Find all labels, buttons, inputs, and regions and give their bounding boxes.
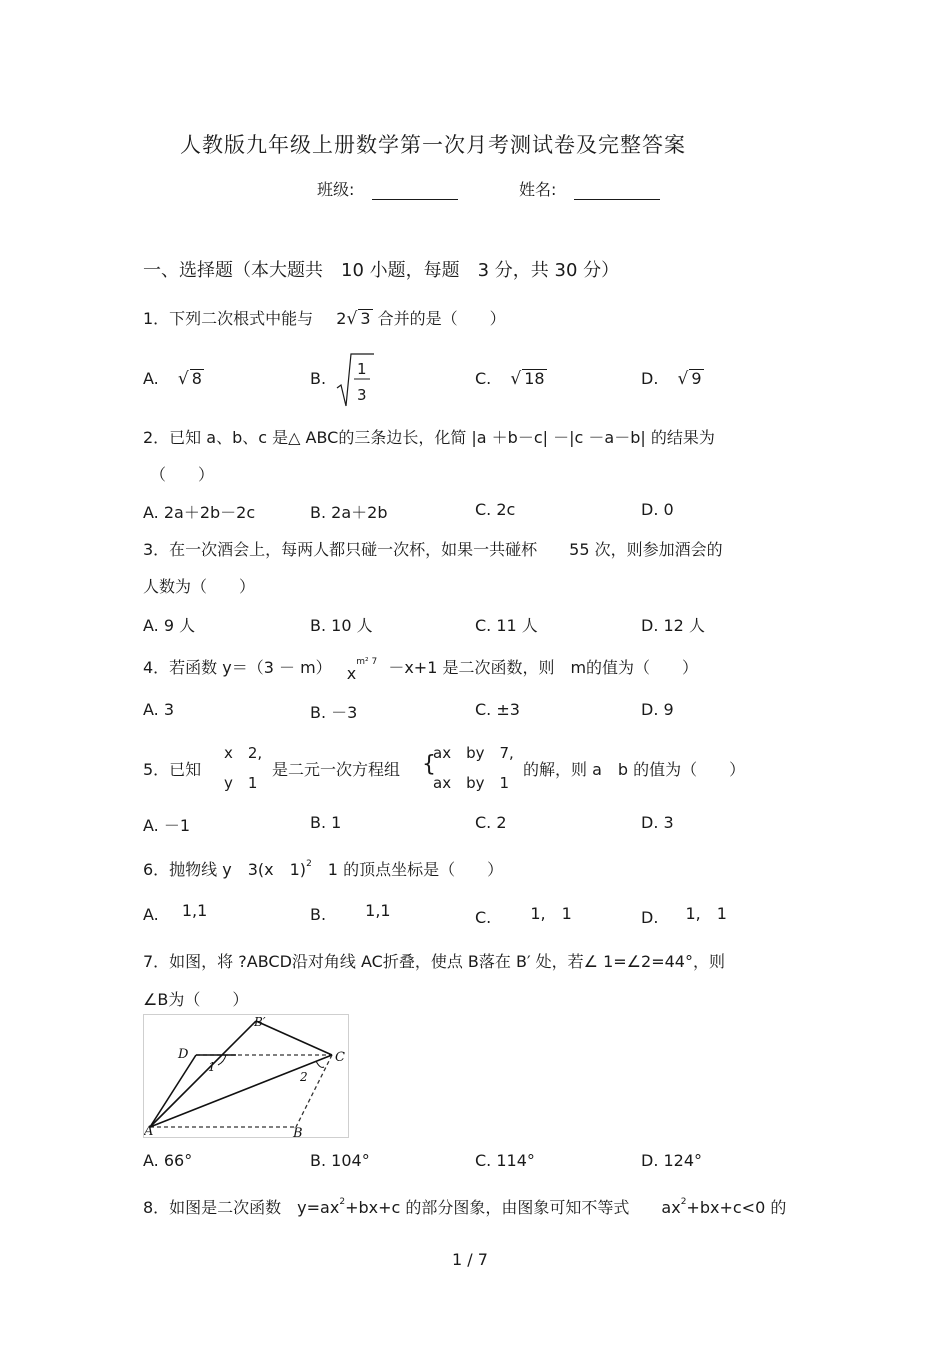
- question-8-exponent: 2: [680, 1197, 687, 1207]
- question-2-line1: 2．已知 a、b、c 是△ ABC的三条边长，化简 |a ＋b－c| －|c －a－b| 的结果为: [143, 428, 715, 447]
- radical-icon: √: [677, 369, 689, 389]
- option-label: A.: [143, 369, 159, 388]
- question-8-text: 8．如图是二次函数 y=ax: [143, 1198, 340, 1217]
- option-value: 1, 1: [530, 904, 572, 923]
- label-a: A: [144, 1124, 154, 1139]
- question-5-system1-top: x 2,: [224, 744, 263, 762]
- q7-option-c[interactable]: C. 114°: [475, 1151, 535, 1170]
- name-field: [519, 177, 660, 200]
- segment-cb: [296, 1055, 332, 1127]
- q3-option-c[interactable]: C. 11 人: [475, 616, 538, 635]
- page-title: 人教版九年级上册数学第一次月考测试卷及完整答案: [180, 133, 686, 157]
- q6-option-a[interactable]: [143, 901, 208, 924]
- question-8-stem: [143, 1195, 786, 1218]
- q5-option-a[interactable]: A. －1: [143, 816, 191, 835]
- option-value: 1,1: [181, 901, 208, 920]
- q2-option-c[interactable]: C. 2c: [475, 500, 516, 519]
- option-radicand: 18: [524, 369, 545, 388]
- question-5-text-mid: 是二元一次方程组: [272, 760, 401, 779]
- question-8-text-end: +bx+c<0 的: [686, 1198, 787, 1217]
- question-8-exponent: 2: [339, 1197, 346, 1207]
- question-4-stem: [143, 655, 699, 683]
- brace-icon: {: [422, 752, 436, 777]
- question-8-text-mid: +bx+c 的部分图象，由图象可知不等式 ax: [345, 1198, 681, 1217]
- q5-option-d[interactable]: D. 3: [641, 813, 674, 832]
- q7-option-d[interactable]: D. 124°: [641, 1151, 703, 1170]
- radical-icon: [337, 354, 374, 406]
- q1-option-b-fraction-sqrt: [336, 352, 376, 408]
- label-b-prime: B′: [254, 1015, 266, 1029]
- question-6-exponent: 2: [306, 859, 312, 869]
- fraction-denominator: 3: [357, 386, 367, 404]
- q6-option-d[interactable]: [641, 905, 727, 928]
- question-7-line2: ∠B为（ ）: [143, 990, 249, 1009]
- section-heading: 一、选择题（本大题共 10 小题，每题 3 分，共 30 分）: [143, 260, 620, 281]
- q7-option-b[interactable]: B. 104°: [310, 1151, 370, 1170]
- radical-icon: √: [346, 309, 358, 329]
- page-number: 1 / 7: [452, 1250, 488, 1269]
- q2-option-a[interactable]: A. 2a＋2b－2c: [143, 503, 256, 522]
- question-6-stem: [143, 857, 503, 880]
- class-blank[interactable]: [372, 181, 458, 200]
- radical-icon: √: [510, 369, 522, 389]
- option-value: 1, 1: [685, 904, 727, 923]
- q3-option-a[interactable]: A. 9 人: [143, 616, 196, 635]
- question-6-text-end: 1 的顶点坐标是（ ）: [311, 860, 504, 879]
- name-blank[interactable]: [574, 181, 660, 200]
- label-angle-2: 2: [300, 1070, 308, 1084]
- parallelogram-diagram: [144, 1015, 350, 1139]
- question-4-text: 4．若函数 y＝（3 － m）: [143, 658, 332, 677]
- q2-option-b[interactable]: B. 2a＋2b: [310, 503, 388, 522]
- q4-option-b[interactable]: B. －3: [310, 703, 358, 722]
- q5-option-b[interactable]: B. 1: [310, 813, 342, 832]
- option-value: 1,1: [365, 901, 391, 920]
- parallelogram-figure: [143, 1014, 349, 1138]
- q1-option-b[interactable]: [310, 369, 326, 388]
- angle-2-arc: [316, 1061, 324, 1067]
- option-label: A.: [143, 905, 159, 924]
- class-label: 班级:: [317, 180, 355, 199]
- q6-option-b[interactable]: [310, 901, 391, 924]
- diagonal-ac: [150, 1055, 332, 1127]
- question-5-system2-bottom: ax by 1: [433, 774, 510, 792]
- option-label: C.: [475, 908, 492, 927]
- class-field: [317, 177, 458, 200]
- option-label: D.: [641, 369, 659, 388]
- q4-option-a[interactable]: A. 3: [143, 700, 175, 719]
- option-label: B.: [310, 905, 327, 924]
- option-label: C.: [475, 369, 492, 388]
- option-label: B.: [310, 369, 327, 388]
- question-1-text-end: 合并的是（ ）: [377, 309, 506, 328]
- segment-ab-prime: [150, 1021, 256, 1127]
- q1-option-a[interactable]: [143, 369, 204, 389]
- q4-option-d[interactable]: D. 9: [641, 700, 674, 719]
- question-2-line2: （ ）: [150, 465, 215, 484]
- fraction-numerator: 1: [357, 360, 367, 378]
- option-radicand: 9: [691, 369, 702, 388]
- label-angle-1: 1: [208, 1060, 216, 1074]
- q4-option-c[interactable]: C. ±3: [475, 700, 520, 719]
- radical-icon: √: [177, 369, 189, 389]
- q6-option-c[interactable]: [475, 905, 572, 928]
- label-d: D: [178, 1047, 189, 1062]
- q1-option-d[interactable]: [641, 369, 704, 389]
- question-5-system2-top: ax by 7,: [433, 744, 514, 762]
- q3-option-d[interactable]: D. 12 人: [641, 616, 705, 635]
- question-4-base: x: [346, 664, 357, 683]
- question-7-line1: 7．如图，将 ?ABCD沿对角线 AC折叠，使点 B落在 B′ 处，若∠ 1=∠2=44°，则: [143, 952, 725, 971]
- question-1-text: 1．下列二次根式中能与: [143, 309, 314, 328]
- question-3-line1: 3．在一次酒会上，每两人都只碰一次杯，如果一共碰杯 55 次，则参加酒会的: [143, 540, 723, 559]
- option-radicand: 8: [191, 369, 202, 388]
- question-1-radicand: 3: [360, 309, 371, 328]
- label-b: B: [293, 1126, 303, 1139]
- q2-option-d[interactable]: D. 0: [641, 500, 674, 519]
- segment-ad: [150, 1055, 196, 1127]
- q1-option-c[interactable]: [475, 369, 547, 389]
- q7-option-a[interactable]: A. 66°: [143, 1151, 193, 1170]
- question-4-exponent: m² 7: [356, 657, 378, 667]
- question-4-text-end: －x+1 是二次函数，则 m的值为（ ）: [388, 658, 699, 677]
- name-label: 姓名:: [519, 180, 557, 199]
- question-1-stem: [143, 306, 506, 329]
- question-1-coef: 2: [336, 309, 347, 328]
- option-label: D.: [641, 908, 659, 927]
- question-6-text: 6．抛物线 y 3(x 1): [143, 860, 307, 879]
- question-5-text-end: 的解，则 a b 的值为（ ）: [523, 760, 746, 779]
- question-3-line2: 人数为（ ）: [143, 577, 256, 596]
- q5-option-c[interactable]: C. 2: [475, 813, 507, 832]
- question-5-text-start: 5．已知: [143, 760, 202, 779]
- angle-1-arc: [218, 1055, 226, 1065]
- q3-option-b[interactable]: B. 10 人: [310, 616, 373, 635]
- label-c: C: [335, 1050, 345, 1065]
- question-5-system1-bottom: y 1: [224, 774, 258, 792]
- segment-b-prime-c: [256, 1021, 332, 1055]
